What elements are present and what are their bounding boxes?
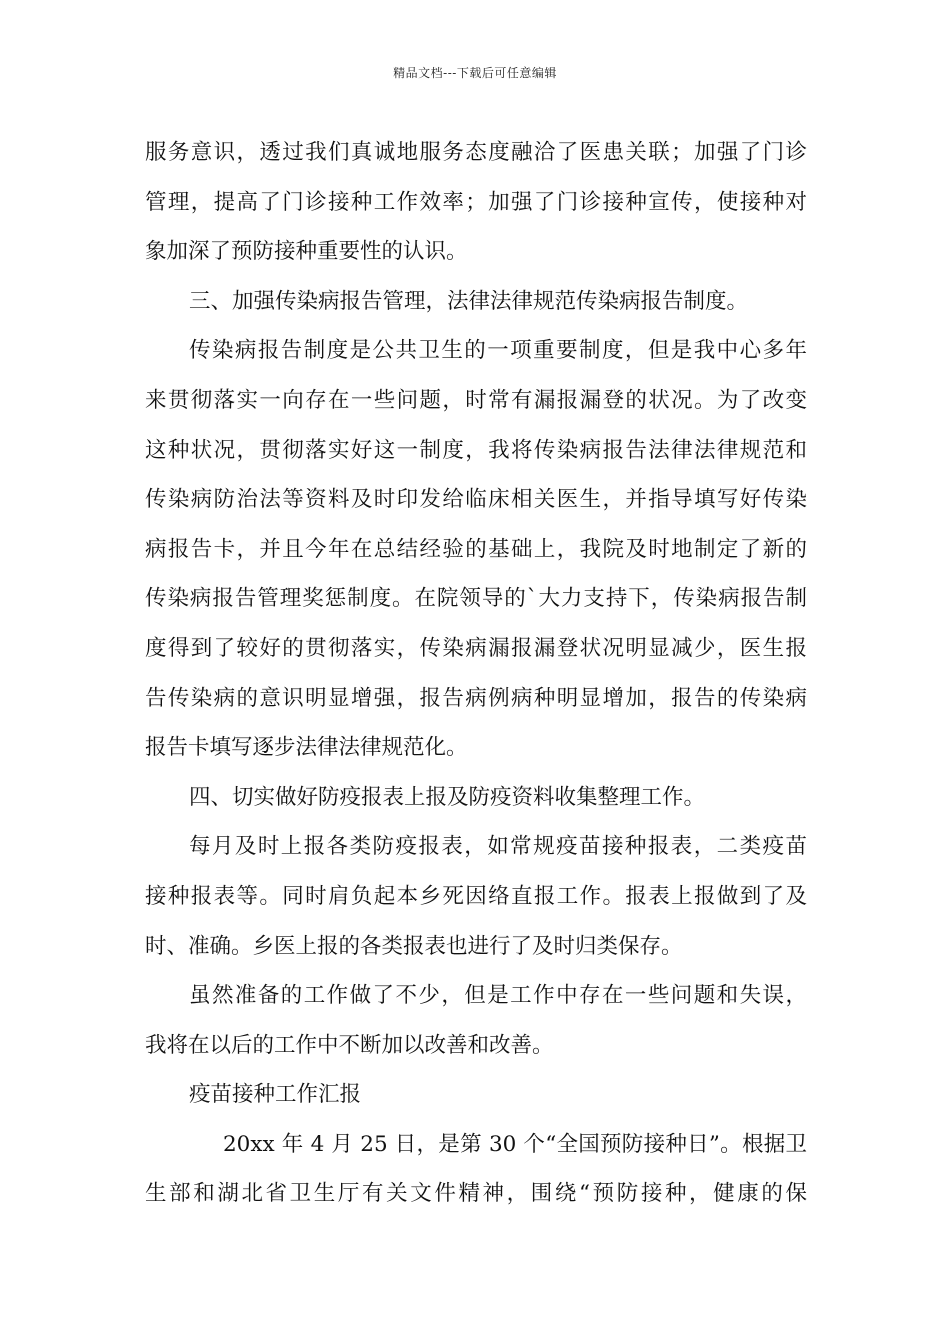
page-header: 精品文档---下载后可任意编辑 xyxy=(393,66,557,80)
text-line: 三、加强传染病报告管理，法律法律规范传染病报告制度。 xyxy=(189,288,749,314)
text-line: 20xx 年 4 月 25 日，是第 30 个“全国预防接种日”。根据卫 xyxy=(223,1131,807,1157)
text-line: 四、切实做好防疫报表上报及防疫资料收集整理工作。 xyxy=(189,784,706,810)
body-text xyxy=(145,128,807,1219)
text-line: 虽然准备的工作做了不少，但是工作中存在一些问题和失误， xyxy=(189,983,807,1009)
text-line: 生部和湖北省卫生厅有关文件精神，围绕“预防接种，健康的保 xyxy=(145,1181,807,1207)
text-line: 象加深了预防接种重要性的认识。 xyxy=(145,239,468,265)
text-line: 每月及时上报各类防疫报表，如常规疫苗接种报表，二类疫苗 xyxy=(189,834,807,860)
text-line: 报告卡填写逐步法律法律规范化。 xyxy=(145,735,468,761)
text-line: 传染病防治法等资料及时印发给临床相关医生，并指导填写好传染 xyxy=(145,487,807,513)
text-line: 这种状况，贯彻落实好这一制度，我将传染病报告法律法律规范和 xyxy=(145,437,807,463)
text-line: 病报告卡，并且今年在总结经验的基础上，我院及时地制定了新的 xyxy=(145,536,807,562)
text-line: 传染病报告制度是公共卫生的一项重要制度，但是我中心多年 xyxy=(189,338,807,364)
text-line: 疫苗接种工作汇报 xyxy=(189,1082,362,1108)
text-line: 我将在以后的工作中不断加以改善和改善。 xyxy=(145,1032,554,1058)
text-line: 度得到了较好的贯彻落实，传染病漏报漏登状况明显减少，医生报 xyxy=(145,635,807,661)
text-line: 来贯彻落实一向存在一些问题，时常有漏报漏登的状况。为了改变 xyxy=(145,387,807,413)
text-line: 告传染病的意识明显增强，报告病例病种明显增加，报告的传染病 xyxy=(145,685,807,711)
text-line: 接种报表等。同时肩负起本乡死因络直报工作。报表上报做到了及 xyxy=(145,883,807,909)
text-line: 时、准确。乡医上报的各类报表也进行了及时归类保存。 xyxy=(145,933,683,959)
text-line: 传染病报告管理奖惩制度。在院领导的`大力支持下，传染病报告制 xyxy=(145,586,807,612)
text-line: 管理，提高了门诊接种工作效率；加强了门诊接种宣传，使接种对 xyxy=(145,189,807,215)
text-line: 服务意识，透过我们真诚地服务态度融洽了医患关联；加强了门诊 xyxy=(145,140,807,165)
